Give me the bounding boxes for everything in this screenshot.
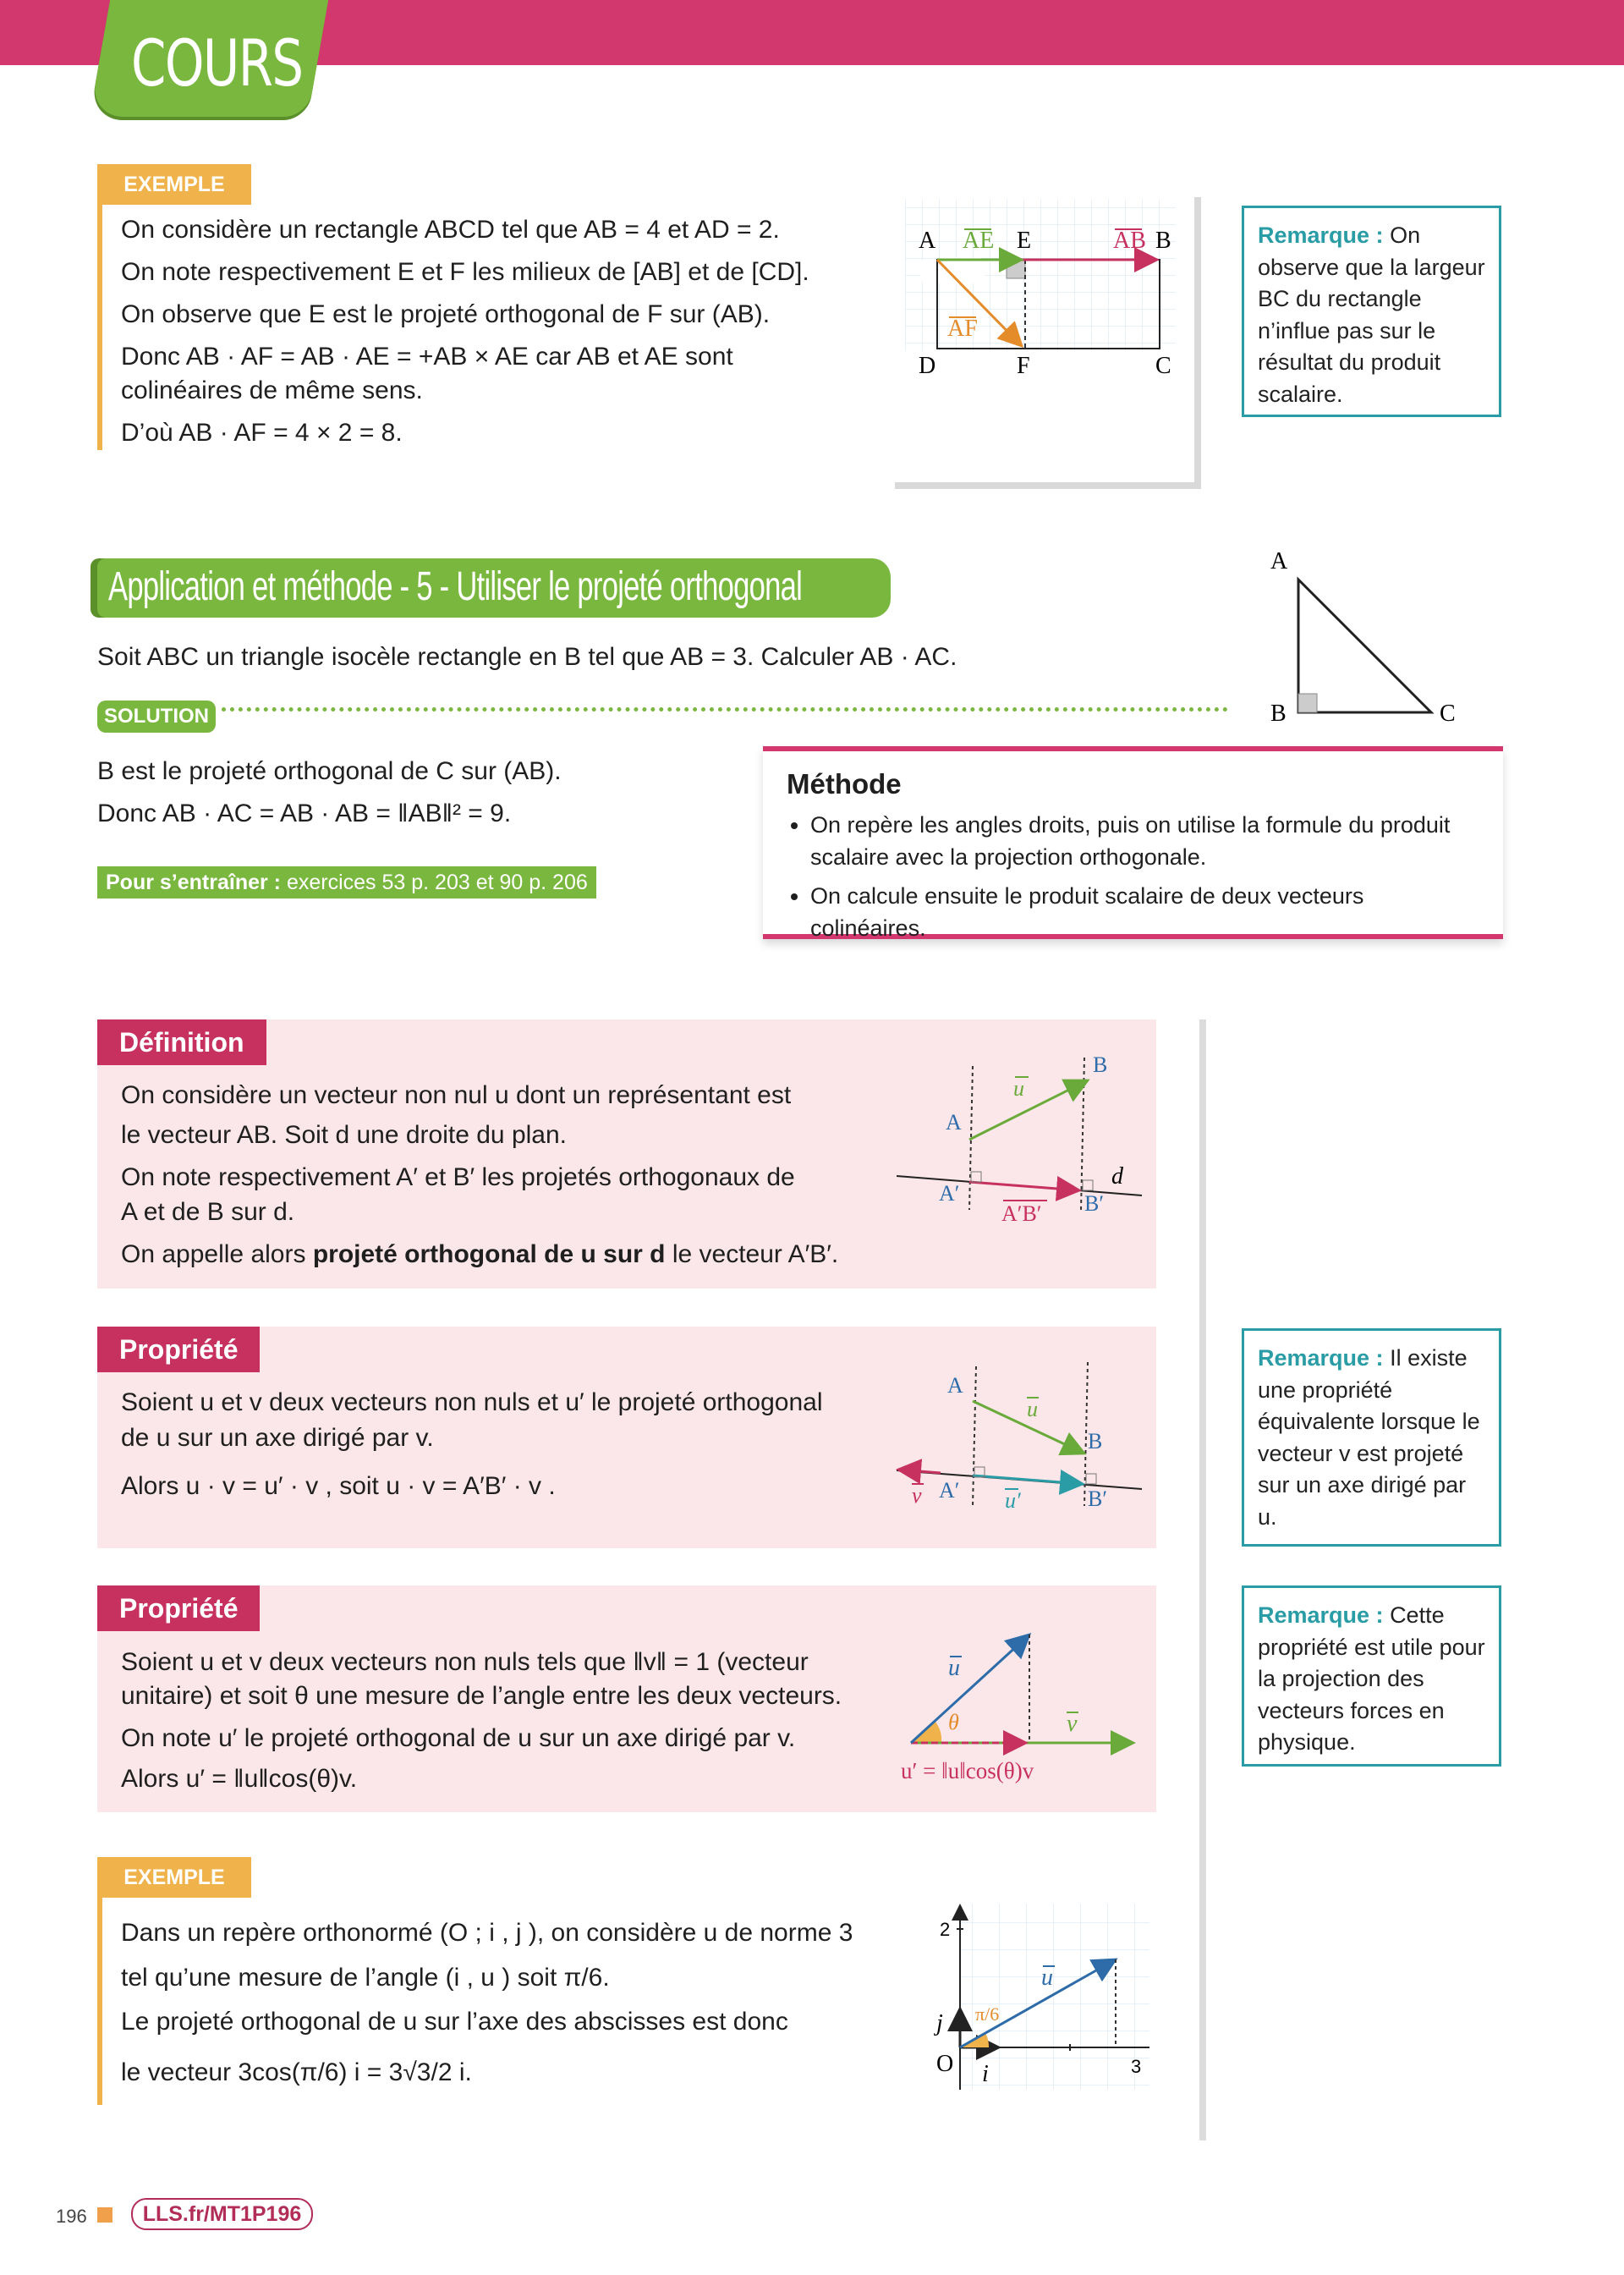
example2-line3: Le projeté orthogonal de u sur l’axe des abscisses est donc xyxy=(121,2008,788,2036)
footer-square xyxy=(97,2207,112,2223)
p1-label-v: v xyxy=(912,1483,922,1508)
p1-label-bp: B′ xyxy=(1088,1486,1108,1511)
p2-label-theta: θ xyxy=(948,1710,959,1734)
label-a: A xyxy=(919,228,936,254)
property2-tag: Propriété xyxy=(97,1585,260,1631)
property1-line3: Alors u · v = u′ · v , soit u · v = A′B′ · v . xyxy=(121,1472,556,1500)
label-f: F xyxy=(1017,353,1030,379)
def-label-apbp: A′B′ xyxy=(1001,1201,1042,1226)
axis-label-3: 3 xyxy=(1131,2056,1142,2077)
example2-line2: tel qu’une mesure de l’angle (i , u ) soit π/6. xyxy=(121,1964,610,1992)
def-label-d: d xyxy=(1111,1163,1123,1190)
rectangle-figure-card xyxy=(888,190,1194,482)
remark-1 xyxy=(1242,206,1501,417)
property1-line1: Soient u et v deux vecteurs non nuls et u′ le projeté orthogonal xyxy=(121,1388,823,1416)
application-title: Application et méthode - 5 - Utiliser le projeté orthogonal xyxy=(108,564,803,609)
property2-line3: On note u′ le projeté orthogonal de u sur un axe dirigé par v. xyxy=(121,1724,796,1752)
remark-3-text: Cette propriété est utile pour la projection des vecteurs forces en physique. xyxy=(1258,1602,1485,1755)
method-box xyxy=(763,746,1503,939)
triangle-label-c: C xyxy=(1440,701,1456,727)
def-label-bp: B′ xyxy=(1084,1191,1105,1216)
p1-label-up: u′ xyxy=(1005,1488,1021,1513)
triangle-figure xyxy=(1252,541,1472,728)
property2-line2: unitaire) et soit θ une mesure de l’angle entre les deux vecteurs. xyxy=(121,1682,842,1710)
definition-tag: Définition xyxy=(97,1019,266,1065)
definition-line5a: On appelle alors xyxy=(121,1240,306,1268)
p2-label-formula: u′ = ‖u‖cos(θ)v xyxy=(901,1758,1034,1783)
triangle-label-a: A xyxy=(1270,548,1288,574)
axes-figure xyxy=(918,1895,1155,2098)
property1-line2: de u sur un axe dirigé par v. xyxy=(121,1424,434,1452)
example1-line3: On observe que E est le projeté orthogonal de F sur (AB). xyxy=(121,300,771,328)
remark-3 xyxy=(1242,1585,1501,1767)
example1-line5: colinéaires de même sens. xyxy=(121,376,423,404)
projection-figure-2 xyxy=(888,1354,1150,1523)
section-title: COURS xyxy=(131,25,303,101)
p1-label-a: A xyxy=(947,1373,963,1398)
definition-line5c: le vecteur A′B′. xyxy=(672,1240,839,1268)
page-number: 196 xyxy=(56,2206,87,2227)
solution-dotted-line xyxy=(222,707,1228,712)
axis-label-2: 2 xyxy=(940,1919,951,1940)
definition-line4: A et de B sur d. xyxy=(121,1198,295,1226)
label-e: E xyxy=(1017,228,1032,254)
axis-label-o: O xyxy=(936,2051,954,2077)
train-text[interactable]: exercices 53 p. 203 et 90 p. 206 xyxy=(286,871,588,894)
property2-line1: Soient u et v deux vecteurs non nuls tels que ‖v‖ = 1 (vecteur xyxy=(121,1648,809,1676)
label-vec-ab: AB xyxy=(1113,228,1146,254)
axis-label-angle: π/6 xyxy=(975,2003,1000,2025)
remark-1-title: Remarque : xyxy=(1258,223,1384,248)
label-b: B xyxy=(1155,228,1171,254)
train-box[interactable] xyxy=(97,866,596,898)
p1-label-b: B xyxy=(1088,1429,1103,1453)
axis-label-u: u xyxy=(1041,1965,1053,1991)
label-vec-ae: AE xyxy=(963,228,995,254)
remark-1-text: On observe que la largeur BC du rectangle n’influe pas sur le résultat du produit scalaire. xyxy=(1258,223,1485,407)
definition-line5b: projeté orthogonal de u sur d xyxy=(312,1240,666,1268)
example2-line4: le vecteur 3cos(π/6) i = 3√3/2 i. xyxy=(121,2058,472,2086)
p1-label-u: u xyxy=(1027,1397,1038,1421)
example1-line6: D’où AB · AF = 4 × 2 = 8. xyxy=(121,419,403,447)
column-shadow xyxy=(1152,1019,1199,2140)
label-c: C xyxy=(1155,353,1171,379)
p1-label-ap: A′ xyxy=(939,1478,960,1503)
remark-2-title: Remarque : xyxy=(1258,1345,1384,1371)
definition-line1: On considère un vecteur non nul u dont un représentant est xyxy=(121,1081,792,1109)
example1-line2: On note respectivement E et F les milieux de [AB] et de [CD]. xyxy=(121,258,809,286)
definition-line5 xyxy=(121,1242,838,1267)
method-title: Méthode xyxy=(787,768,902,800)
application-statement: Soit ABC un triangle isocèle rectangle en B tel que AB = 3. Calculer AB · AC. xyxy=(97,643,957,671)
solution-line1: B est le projeté orthogonal de C sur (AB). xyxy=(97,757,562,785)
example-tag: EXEMPLE xyxy=(97,164,251,205)
example2-bar xyxy=(97,1898,102,2105)
method-item-1: • On repère les angles droits, puis on utilise la formule du produit scalaire avec la projection orthogonale. xyxy=(810,809,1479,873)
axis-label-j: j xyxy=(936,2010,943,2036)
example1-line1: On considère un rectangle ABCD tel que AB = 4 et AD = 2. xyxy=(121,216,780,244)
def-label-a: A xyxy=(946,1110,962,1135)
def-label-u: u xyxy=(1013,1076,1024,1101)
definition-line2: le vecteur AB. Soit d une droite du plan. xyxy=(121,1121,568,1149)
example1-line4: Donc AB · AF = AB · AE = +AB × AE car AB et AE sont xyxy=(121,343,733,371)
axis-label-i: i xyxy=(982,2061,989,2087)
remark-2-text: Il existe une propriété équivalente lorsque le vecteur v est projeté sur un axe dirigé par u. xyxy=(1258,1345,1480,1530)
example-bar xyxy=(97,205,102,450)
solution-tag: SOLUTION xyxy=(97,701,216,733)
property2-line4: Alors u′ = ‖u‖cos(θ)v. xyxy=(121,1765,358,1793)
projection-figure xyxy=(888,1045,1150,1239)
remark-3-title: Remarque : xyxy=(1258,1602,1384,1628)
remark-2 xyxy=(1242,1328,1501,1547)
example2-line1: Dans un repère orthonormé (O ; i , j ), on considère u de norme 3 xyxy=(121,1919,853,1947)
p2-label-v: v xyxy=(1067,1711,1078,1737)
label-vec-af: AF xyxy=(947,316,978,342)
rectangle-figure xyxy=(888,190,1194,482)
example2-tag: EXEMPLE xyxy=(97,1857,251,1898)
method-item-2: • On calcule ensuite le produit scalaire de deux vecteurs colinéaires. xyxy=(810,880,1479,944)
def-label-b: B xyxy=(1093,1052,1108,1077)
angle-figure xyxy=(892,1616,1146,1798)
train-label: Pour s’entraîner : xyxy=(106,871,281,894)
p2-label-u: u xyxy=(948,1655,960,1681)
solution-line2: Donc AB · AC = AB · AB = ‖AB‖² = 9. xyxy=(97,800,512,827)
label-d: D xyxy=(919,353,936,379)
triangle-label-b: B xyxy=(1270,701,1287,727)
property1-tag: Propriété xyxy=(97,1327,260,1372)
definition-line3: On note respectivement A′ et B′ les projetés orthogonaux de xyxy=(121,1163,795,1191)
footer-link[interactable]: LLS.fr/MT1P196 xyxy=(131,2198,313,2230)
def-label-ap: A′ xyxy=(939,1181,960,1206)
